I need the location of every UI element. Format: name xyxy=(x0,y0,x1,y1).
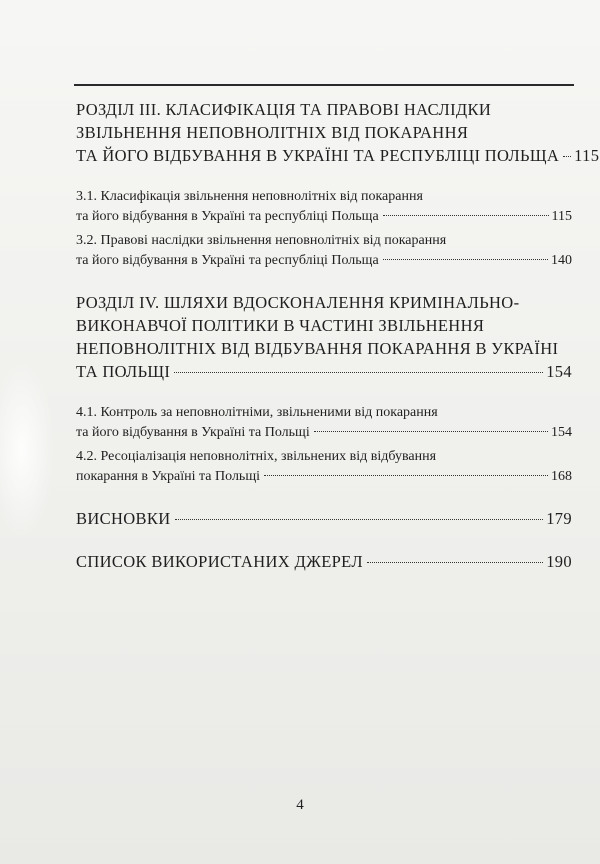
toc-section-4-2[interactable] xyxy=(76,447,572,487)
leader-dots xyxy=(175,519,544,520)
toc-line: ТА ПОЛЬЩІ xyxy=(76,362,171,381)
toc-line: 4.2. Ресоціалізація неповнолітніх, звільнених від відбування xyxy=(76,449,437,464)
toc-section-4-1[interactable] xyxy=(76,403,572,443)
toc-line: 4.1. Контроль за неповнолітніми, звільненими від покарання xyxy=(76,405,438,420)
page-number: 140 xyxy=(551,253,572,268)
page-number: 190 xyxy=(546,552,572,571)
toc-references[interactable] xyxy=(76,550,572,573)
toc-line: РОЗДІЛ III. КЛАСИФІКАЦІЯ ТА ПРАВОВІ НАСЛІДКИ xyxy=(76,100,492,119)
toc-line: та його відбування в Україні та республіці Польща xyxy=(76,209,379,224)
toc-line: РОЗДІЛ IV. ШЛЯХИ ВДОСКОНАЛЕННЯ КРИМІНАЛЬНО- xyxy=(76,293,520,312)
toc-line: 3.2. Правові наслідки звільнення неповнолітніх від покарання xyxy=(76,233,447,248)
leader-dots xyxy=(174,372,543,373)
toc-line: ВИКОНАВЧОЇ ПОЛІТИКИ В ЧАСТИНІ ЗВІЛЬНЕННЯ xyxy=(76,316,485,335)
leader-dots xyxy=(383,215,549,216)
header-rule xyxy=(74,84,574,86)
toc-section-3-2[interactable] xyxy=(76,231,572,271)
page-number: 168 xyxy=(551,469,572,484)
toc-line: ВИСНОВКИ xyxy=(76,509,171,528)
page-number: 115 xyxy=(574,146,600,165)
toc-chapter-4[interactable] xyxy=(76,291,572,383)
leader-dots xyxy=(314,431,548,432)
page-number: 154 xyxy=(551,425,572,440)
toc-line: ТА ЙОГО ВІДБУВАННЯ В УКРАЇНІ ТА РЕСПУБЛІЦІ ПОЛЬЩА xyxy=(76,146,560,165)
page-shadow xyxy=(0,360,55,540)
leader-dots xyxy=(264,475,548,476)
toc-conclusions[interactable] xyxy=(76,507,572,530)
leader-dots xyxy=(563,156,571,157)
page-number: 154 xyxy=(546,362,572,381)
toc-section-3-1[interactable] xyxy=(76,187,572,227)
toc-line: СПИСОК ВИКОРИСТАНИХ ДЖЕРЕЛ xyxy=(76,552,363,571)
leader-dots xyxy=(383,259,548,260)
toc-line: ЗВІЛЬНЕННЯ НЕПОВНОЛІТНІХ ВІД ПОКАРАННЯ xyxy=(76,123,469,142)
page-number-footer: 4 xyxy=(296,797,304,813)
toc-chapter-3[interactable] xyxy=(76,98,600,167)
toc-line: покарання в Україні та Польщі xyxy=(76,469,260,484)
toc-line: та його відбування в Україні та Польщі xyxy=(76,425,310,440)
leader-dots xyxy=(367,562,543,563)
toc-line: та його відбування в Україні та республіці Польща xyxy=(76,253,379,268)
toc-line: 3.1. Класифікація звільнення неповнолітніх від покарання xyxy=(76,189,423,204)
toc-line: НЕПОВНОЛІТНІХ ВІД ВІДБУВАННЯ ПОКАРАННЯ В УКРАЇНІ xyxy=(76,339,559,358)
page-number: 179 xyxy=(546,509,572,528)
table-of-contents xyxy=(76,98,600,573)
page-number: 115 xyxy=(551,209,572,224)
